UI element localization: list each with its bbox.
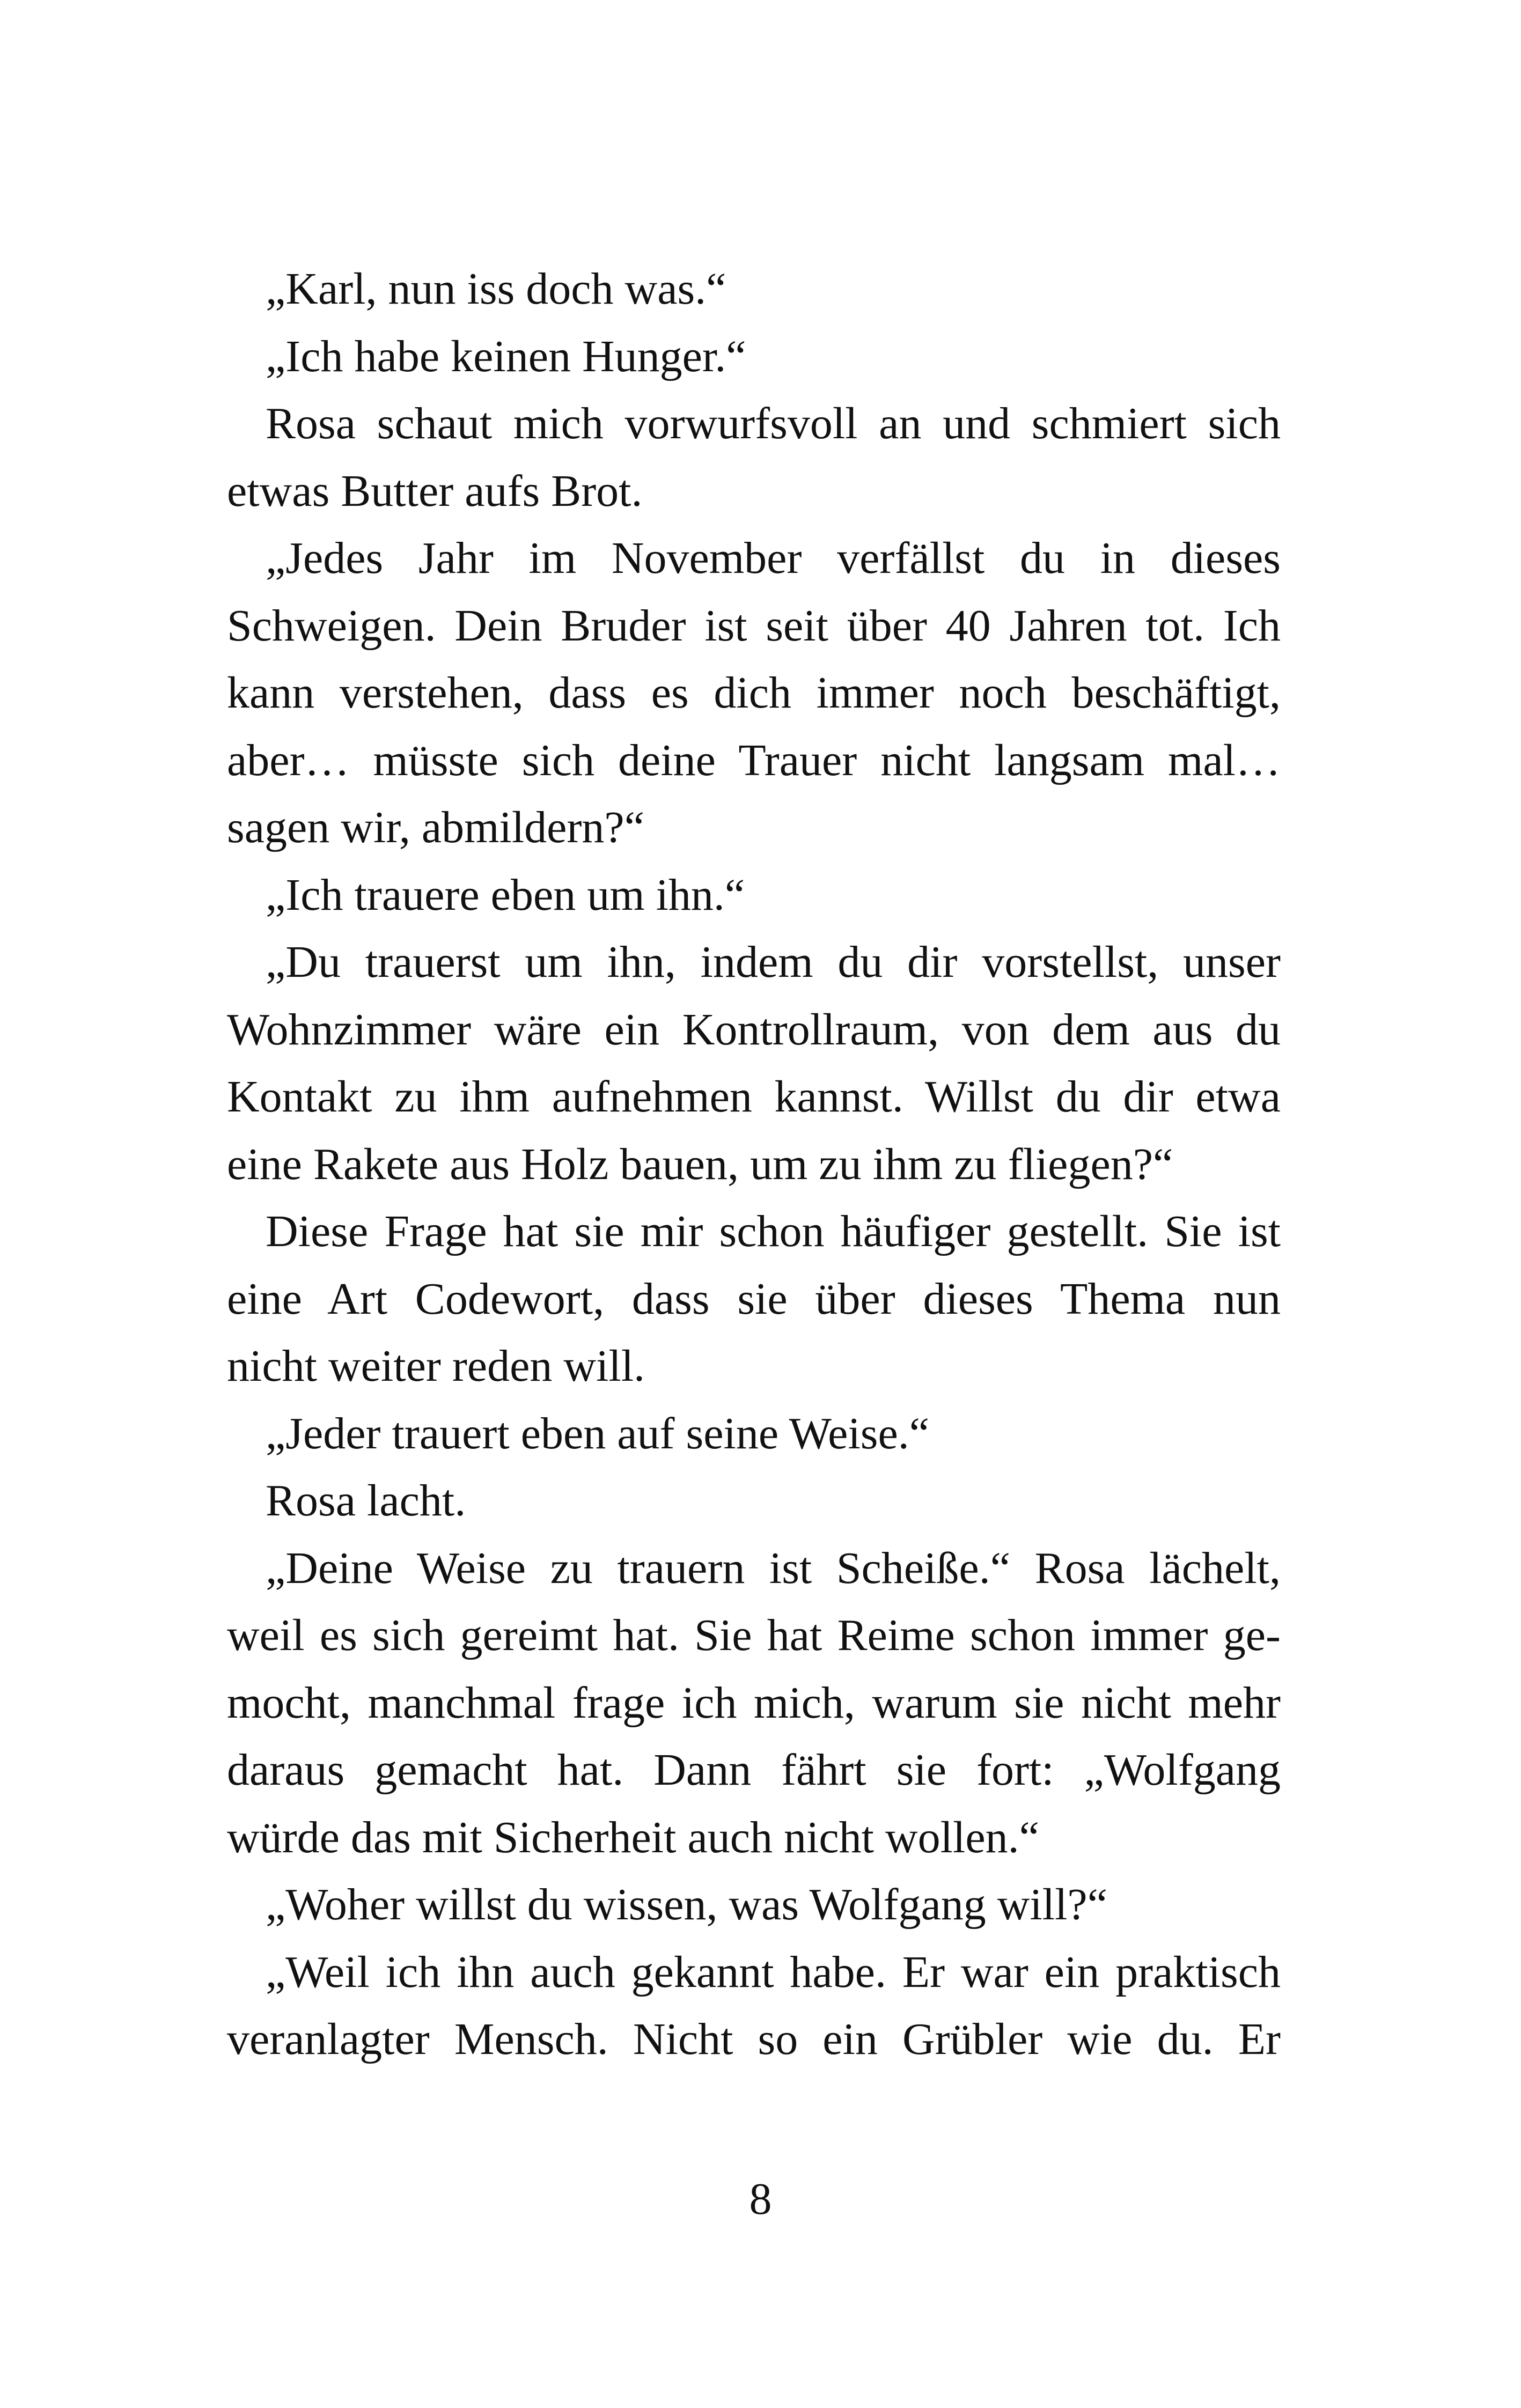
text-line: „Jedes Jahr im November verfällst du in dieses xyxy=(266,533,1281,583)
text-line: kann verstehen, dass es dich immer noch beschäftigt, xyxy=(227,668,1281,718)
text-line: Diese Frage hat sie mir schon häufiger gestellt. Sie ist xyxy=(266,1206,1281,1256)
text-line: eine Art Codewort, dass sie über dieses Thema nun xyxy=(227,1273,1281,1324)
text-line: „Karl, nun iss doch was.“ xyxy=(266,264,726,314)
text-line: „Jeder trauert eben auf seine Weise.“ xyxy=(266,1408,930,1459)
text-line: „Deine Weise zu trauern ist Scheiße.“ Rosa lächelt, xyxy=(266,1543,1281,1593)
body-text xyxy=(227,255,1281,2073)
text-line: Wohnzimmer wäre ein Kontrollraum, von dem aus du xyxy=(227,1004,1281,1055)
text-line: Schweigen. Dein Bruder ist seit über 40 Jahren tot. Ich xyxy=(227,600,1281,651)
text-line: nicht weiter reden will. xyxy=(227,1341,645,1391)
text-line: daraus gemacht hat. Dann fährt sie fort: „Wolfgang xyxy=(227,1745,1281,1795)
text-line: Rosa lacht. xyxy=(266,1476,466,1526)
text-line: eine Rakete aus Holz bauen, um zu ihm zu fliegen?“ xyxy=(227,1139,1173,1189)
page-number: 8 xyxy=(749,2174,772,2224)
text-line: „Ich habe keinen Hunger.“ xyxy=(266,331,746,381)
text-line: „Du trauerst um ihn, indem du dir vorstellst, unser xyxy=(266,937,1281,987)
text-line: weil es sich gereimt hat. Sie hat Reime schon immer ge- xyxy=(227,1610,1281,1660)
text-line: Rosa schaut mich vorwurfsvoll an und schmiert sich xyxy=(266,399,1281,448)
text-line: sagen wir, abmildern?“ xyxy=(227,802,644,852)
text-line: aber… müsste sich deine Trauer nicht langsam mal… xyxy=(227,735,1281,785)
text-line: Kontakt zu ihm aufnehmen kannst. Willst du dir etwa xyxy=(227,1072,1281,1122)
text-line: „Weil ich ihn auch gekannt habe. Er war ein praktisch xyxy=(266,1947,1281,1997)
text-line: „Ich trauere eben um ihn.“ xyxy=(266,870,745,920)
text-line: etwas Butter aufs Brot. xyxy=(227,466,643,516)
text-line: mocht, manchmal frage ich mich, warum sie nicht mehr xyxy=(227,1677,1281,1728)
text-line: „Woher willst du wissen, was Wolfgang will?“ xyxy=(266,1880,1107,1930)
text-line: würde das mit Sicherheit auch nicht wollen.“ xyxy=(227,1812,1039,1862)
text-line: veranlagter Mensch. Nicht so ein Grübler wie du. Er xyxy=(227,2014,1281,2064)
